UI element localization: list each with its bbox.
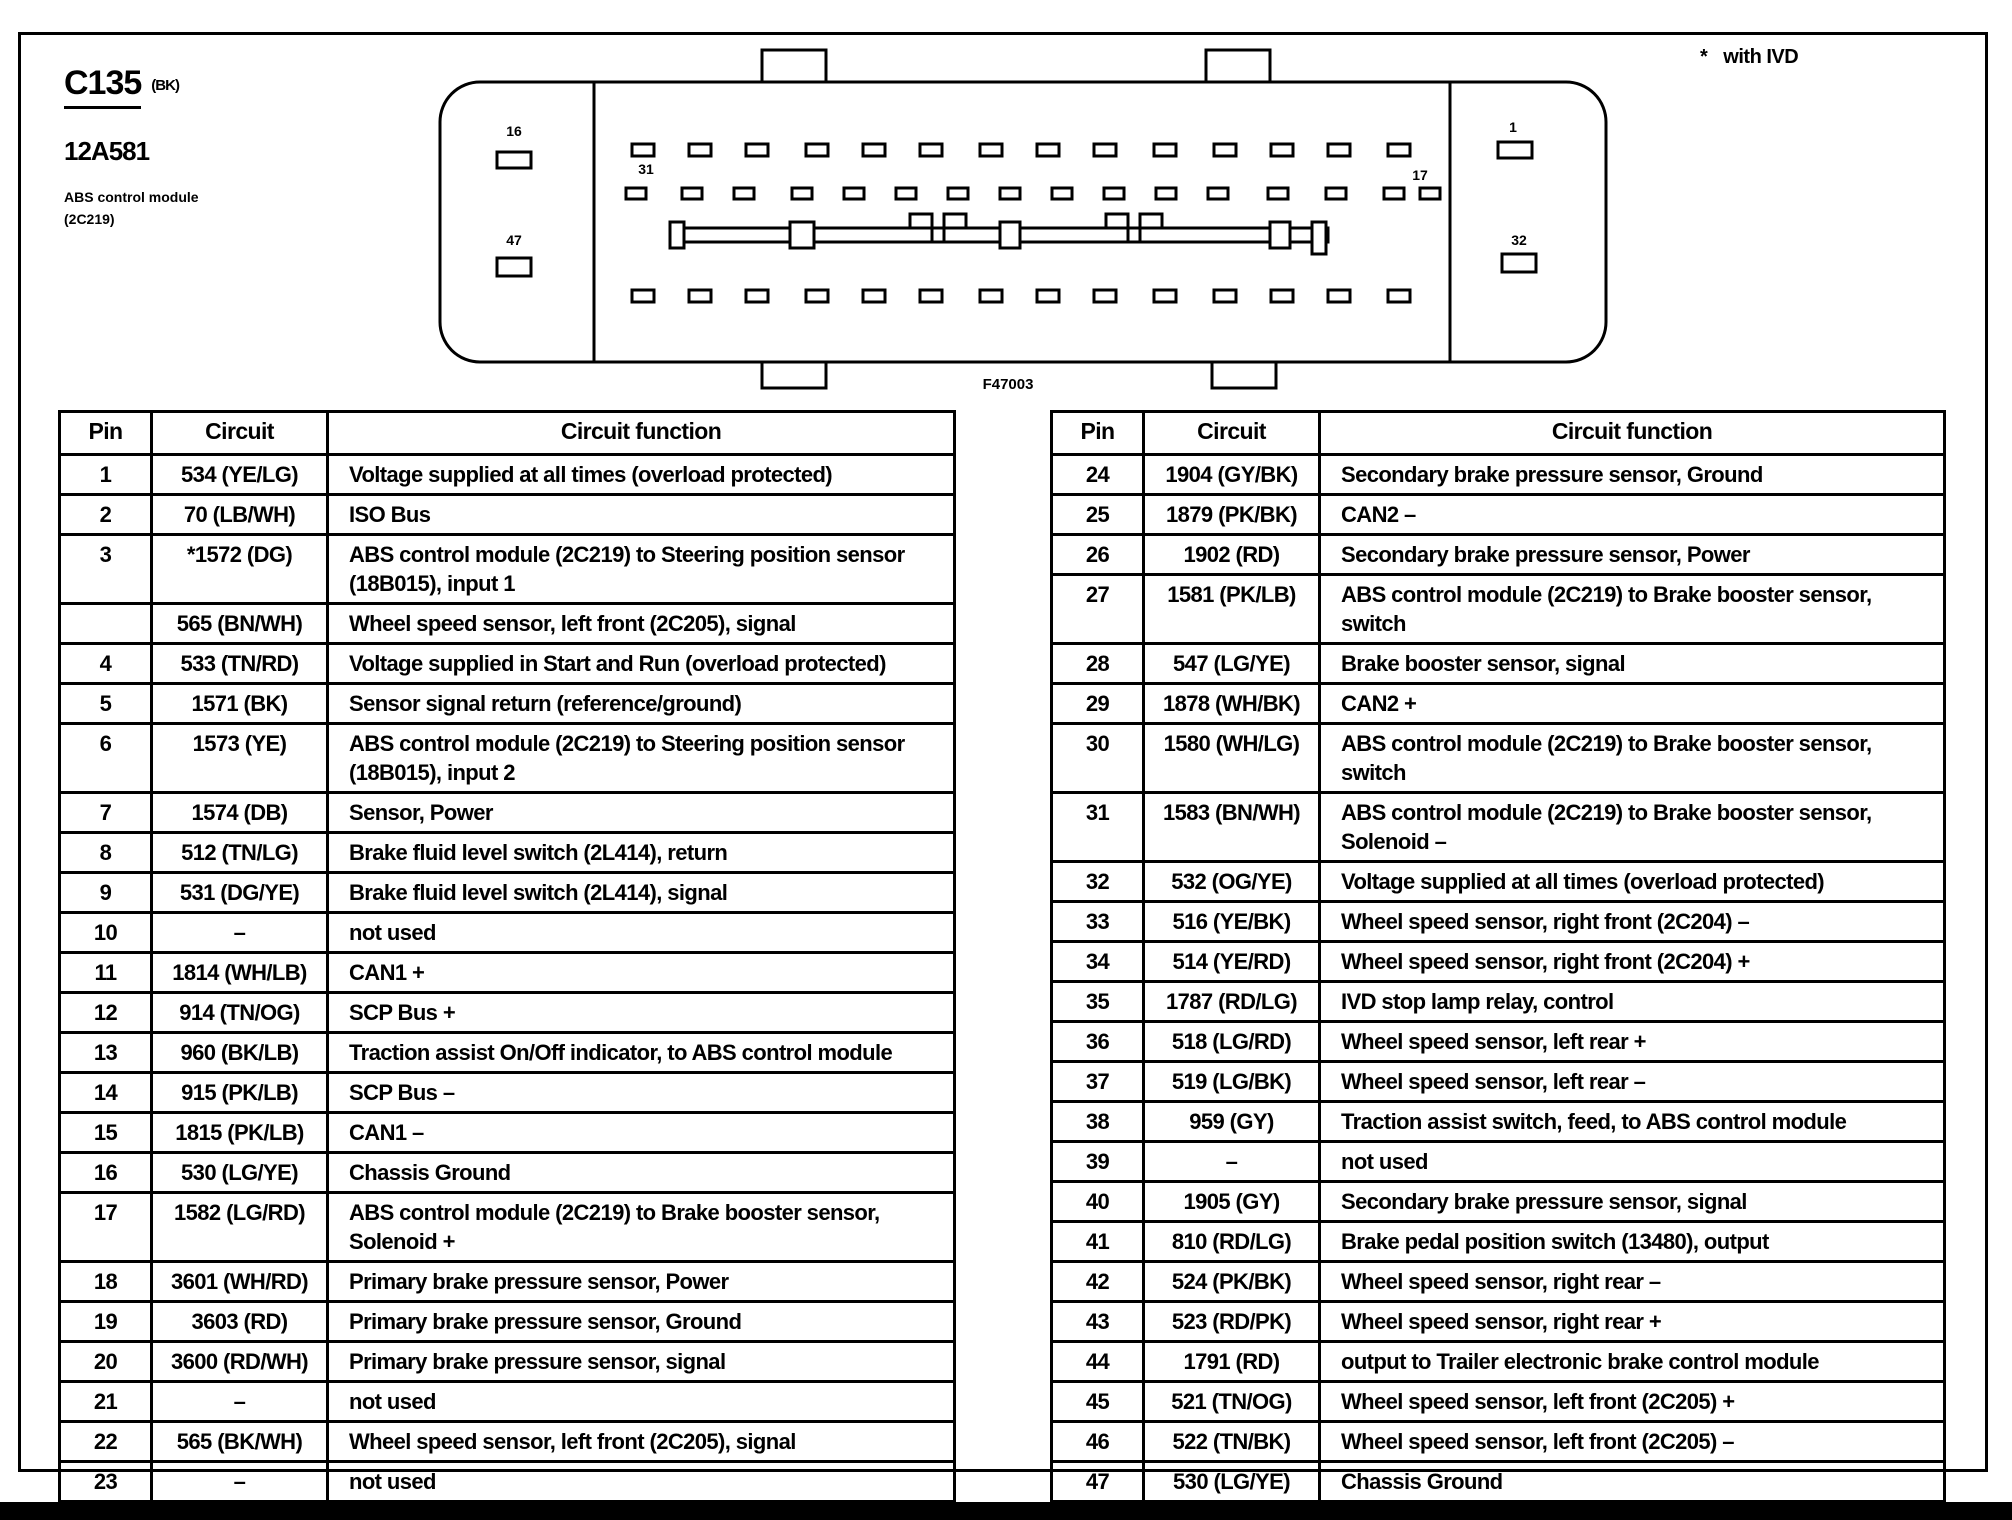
cavity-32 (1502, 254, 1536, 272)
table-row (1052, 575, 1945, 644)
function-cell: Wheel speed sensor, left front (2C205) – (1320, 1422, 1945, 1462)
table-row (1052, 942, 1945, 982)
col-header-function: Circuit function (1320, 412, 1945, 455)
bottom-border-bar (0, 1502, 2012, 1520)
part-number: 12A581 (64, 136, 150, 166)
cavity-top-4 (806, 144, 828, 156)
circuit-cell: 1581 (PK/LB) (1144, 575, 1320, 644)
pin-table-right (1050, 410, 1946, 1503)
circuit-cell: 565 (BN/WH) (152, 604, 328, 644)
circuit-cell: 70 (LB/WH) (152, 495, 328, 535)
circuit-cell: 547 (LG/YE) (1144, 644, 1320, 684)
cavity-top-13 (1328, 144, 1350, 156)
pin-cell: 2 (60, 495, 152, 535)
table-row (1052, 495, 1945, 535)
pin-cell: 44 (1052, 1342, 1144, 1382)
circuit-cell: 524 (PK/BK) (1144, 1262, 1320, 1302)
pin-cell: 28 (1052, 644, 1144, 684)
pin-cell: 7 (60, 793, 152, 833)
table-row (1052, 1102, 1945, 1142)
function-cell: Wheel speed sensor, left rear + (1320, 1022, 1945, 1062)
table-row (60, 873, 955, 913)
pin-cell: 37 (1052, 1062, 1144, 1102)
table-row (1052, 644, 1945, 684)
pin-label-1: 1 (1509, 119, 1517, 135)
pin-label-16: 16 (506, 123, 522, 139)
cavity-top-8 (1037, 144, 1059, 156)
connector-heading (64, 64, 179, 103)
function-cell: Wheel speed sensor, right rear – (1320, 1262, 1945, 1302)
pin-cell: 21 (60, 1382, 152, 1422)
table-row (1052, 1422, 1945, 1462)
circuit-cell: 914 (TN/OG) (152, 993, 328, 1033)
circuit-cell: 960 (BK/LB) (152, 1033, 328, 1073)
pin-cell: 22 (60, 1422, 152, 1462)
cavity-top-6 (920, 144, 942, 156)
cavity-mid-15 (1384, 188, 1404, 199)
cavity-top-9 (1094, 144, 1116, 156)
pin-cell: 13 (60, 1033, 152, 1073)
pin-table-left (58, 410, 956, 1503)
function-cell: ABS control module (2C219) to Brake booster sensor, switch (1320, 575, 1945, 644)
function-cell: Secondary brake pressure sensor, Power (1320, 535, 1945, 575)
cavity-top-1 (632, 144, 654, 156)
function-cell: not used (1320, 1142, 1945, 1182)
function-cell: Traction assist switch, feed, to ABS control module (1320, 1102, 1945, 1142)
pin-cell: 14 (60, 1073, 152, 1113)
function-cell: output to Trailer electronic brake control module (1320, 1342, 1945, 1382)
function-cell: ABS control module (2C219) to Brake booster sensor, Solenoid + (328, 1193, 955, 1262)
circuit-cell: – (152, 1382, 328, 1422)
cavity-bottom-4 (806, 290, 828, 302)
connector-face-diagram (420, 40, 1640, 400)
pin-cell: 45 (1052, 1382, 1144, 1422)
function-cell: CAN2 + (1320, 684, 1945, 724)
function-cell: ABS control module (2C219) to Brake booster sensor, Solenoid – (1320, 793, 1945, 862)
cavity-top-5 (863, 144, 885, 156)
table-row (1052, 1342, 1945, 1382)
pin-cell (60, 604, 152, 644)
cavity-bottom-13 (1328, 290, 1350, 302)
pin-cell: 6 (60, 724, 152, 793)
function-cell: Primary brake pressure sensor, signal (328, 1342, 955, 1382)
function-cell: Wheel speed sensor, left front (2C205) + (1320, 1382, 1945, 1422)
pin-cell: 9 (60, 873, 152, 913)
pin-cell: 18 (60, 1262, 152, 1302)
circuit-cell: 516 (YE/BK) (1144, 902, 1320, 942)
function-cell: Voltage supplied in Start and Run (overload protected) (328, 644, 955, 684)
pin-cell: 1 (60, 455, 152, 495)
table-row (60, 1382, 955, 1422)
function-cell: CAN1 – (328, 1113, 955, 1153)
circuit-cell: 531 (DG/YE) (152, 873, 328, 913)
function-cell: Sensor signal return (reference/ground) (328, 684, 955, 724)
pin-cell: 12 (60, 993, 152, 1033)
circuit-cell: 959 (GY) (1144, 1102, 1320, 1142)
cavity-bottom-2 (689, 290, 711, 302)
function-cell: Traction assist On/Off indicator, to ABS control module (328, 1033, 955, 1073)
cavity-bottom-14 (1388, 290, 1410, 302)
table-row (60, 993, 955, 1033)
table-row (60, 535, 955, 604)
cavity-bottom-3 (746, 290, 768, 302)
circuit-cell: 530 (LG/YE) (152, 1153, 328, 1193)
function-cell: not used (328, 913, 955, 953)
cavity-mid-16 (1420, 188, 1440, 199)
pin-cell: 16 (60, 1153, 152, 1193)
table-row (1052, 1142, 1945, 1182)
circuit-cell: 534 (YE/LG) (152, 455, 328, 495)
function-cell: ISO Bus (328, 495, 955, 535)
module-description (64, 186, 264, 230)
table-row (60, 1153, 955, 1193)
function-cell: Wheel speed sensor, right front (2C204) – (1320, 902, 1945, 942)
function-cell: Wheel speed sensor, left rear – (1320, 1062, 1945, 1102)
circuit-cell: 521 (TN/OG) (1144, 1382, 1320, 1422)
circuit-cell: 915 (PK/LB) (152, 1073, 328, 1113)
circuit-cell: 810 (RD/LG) (1144, 1222, 1320, 1262)
function-cell: Wheel speed sensor, right front (2C204) + (1320, 942, 1945, 982)
circuit-cell: 3603 (RD) (152, 1302, 328, 1342)
table-row (60, 495, 955, 535)
pin-cell: 30 (1052, 724, 1144, 793)
circuit-cell: 3601 (WH/RD) (152, 1262, 328, 1302)
circuit-cell: 1582 (LG/RD) (152, 1193, 328, 1262)
pin-cell: 43 (1052, 1302, 1144, 1342)
pin-cell: 10 (60, 913, 152, 953)
function-cell: Voltage supplied at all times (overload protected) (1320, 862, 1945, 902)
function-cell: Sensor, Power (328, 793, 955, 833)
circuit-cell: 1573 (YE) (152, 724, 328, 793)
pin-cell: 46 (1052, 1422, 1144, 1462)
cavity-mid-6 (896, 188, 916, 199)
cavity-47 (497, 258, 531, 276)
footnote-marker: * (1700, 46, 1708, 68)
pin-label-31: 31 (638, 161, 654, 177)
cavity-bottom-11 (1214, 290, 1236, 302)
pin-cell: 23 (60, 1462, 152, 1502)
function-cell: Wheel speed sensor, left front (2C205), signal (328, 604, 955, 644)
table-row (1052, 455, 1945, 495)
col-header-pin: Pin (1052, 412, 1144, 455)
cavity-mid-9 (1052, 188, 1072, 199)
table-row (60, 1113, 955, 1153)
function-cell: Secondary brake pressure sensor, signal (1320, 1182, 1945, 1222)
cavity-mid-14 (1326, 188, 1346, 199)
circuit-cell: – (152, 913, 328, 953)
cavity-16 (497, 152, 531, 168)
cavity-mid-7 (948, 188, 968, 199)
pin-cell: 4 (60, 644, 152, 684)
pin-cell: 32 (1052, 862, 1144, 902)
table-row (60, 1342, 955, 1382)
circuit-cell: 1879 (PK/BK) (1144, 495, 1320, 535)
col-header-circuit: Circuit (1144, 412, 1320, 455)
function-cell: Secondary brake pressure sensor, Ground (1320, 455, 1945, 495)
pin-label-17: 17 (1412, 167, 1428, 183)
circuit-cell: 530 (LG/YE) (1144, 1462, 1320, 1502)
circuit-cell: 1574 (DB) (152, 793, 328, 833)
function-cell: ABS control module (2C219) to Brake booster sensor, switch (1320, 724, 1945, 793)
table-row (60, 604, 955, 644)
cavity-bottom-8 (1037, 290, 1059, 302)
cavity-mid-11 (1156, 188, 1176, 199)
circuit-cell: 523 (RD/PK) (1144, 1302, 1320, 1342)
cavity-mid-2 (682, 188, 702, 199)
function-cell: ABS control module (2C219) to Steering position sensor (18B015), input 1 (328, 535, 955, 604)
module-description-line2: (2C219) (64, 211, 115, 227)
table-row (60, 1462, 955, 1502)
footnote-text: with IVD (1723, 46, 1799, 68)
table-row (1052, 862, 1945, 902)
table-row (60, 1073, 955, 1113)
pin-cell: 5 (60, 684, 152, 724)
pin-cell: 42 (1052, 1262, 1144, 1302)
circuit-cell: 533 (TN/RD) (152, 644, 328, 684)
pin-cell: 38 (1052, 1102, 1144, 1142)
circuit-cell: 514 (YE/RD) (1144, 942, 1320, 982)
cavity-top-7 (980, 144, 1002, 156)
cavity-bottom-9 (1094, 290, 1116, 302)
function-cell: not used (328, 1382, 955, 1422)
table-header-row (1052, 412, 1945, 455)
table-row (60, 1262, 955, 1302)
module-description-line1: ABS control module (64, 189, 199, 205)
circuit-cell: 565 (BK/WH) (152, 1422, 328, 1462)
function-cell: Wheel speed sensor, left front (2C205), signal (328, 1422, 955, 1462)
table-row (1052, 724, 1945, 793)
cavity-mid-5 (844, 188, 864, 199)
cavity-top-12 (1271, 144, 1293, 156)
cavity-top-3 (746, 144, 768, 156)
cavity-bottom-12 (1271, 290, 1293, 302)
pin-cell: 29 (1052, 684, 1144, 724)
cavity-1 (1498, 142, 1532, 158)
pin-label-47: 47 (506, 232, 522, 248)
circuit-cell: 1814 (WH/LB) (152, 953, 328, 993)
latch-bottom-left (762, 360, 826, 388)
circuit-cell: 1787 (RD/LG) (1144, 982, 1320, 1022)
pin-cell: 17 (60, 1193, 152, 1262)
function-cell: Brake fluid level switch (2L414), signal (328, 873, 955, 913)
col-header-pin: Pin (60, 412, 152, 455)
pin-cell: 47 (1052, 1462, 1144, 1502)
cavity-top-11 (1214, 144, 1236, 156)
pin-cell: 31 (1052, 793, 1144, 862)
cavity-mid-3 (734, 188, 754, 199)
table-row (1052, 793, 1945, 862)
circuit-cell: 518 (LG/RD) (1144, 1022, 1320, 1062)
table-row (1052, 1182, 1945, 1222)
table-row (60, 953, 955, 993)
table-row (1052, 982, 1945, 1022)
table-row (60, 1193, 955, 1262)
pin-cell: 20 (60, 1342, 152, 1382)
circuit-cell: 1815 (PK/LB) (152, 1113, 328, 1153)
table-row (1052, 1222, 1945, 1262)
table-row (60, 833, 955, 873)
pin-cell: 24 (1052, 455, 1144, 495)
cavity-mid-10 (1104, 188, 1124, 199)
table-row (1052, 1062, 1945, 1102)
cavity-mid-12 (1208, 188, 1228, 199)
cavity-mid-1 (626, 188, 646, 199)
circuit-cell: 512 (TN/LG) (152, 833, 328, 873)
pin-cell: 3 (60, 535, 152, 604)
pin-cell: 11 (60, 953, 152, 993)
pin-cell: 40 (1052, 1182, 1144, 1222)
table-row (1052, 902, 1945, 942)
pin-cell: 26 (1052, 535, 1144, 575)
circuit-cell: 1905 (GY) (1144, 1182, 1320, 1222)
circuit-cell: 1791 (RD) (1144, 1342, 1320, 1382)
table-row (1052, 1382, 1945, 1422)
connector-color: (BK) (151, 76, 179, 94)
pin-cell: 39 (1052, 1142, 1144, 1182)
cavity-top-10 (1154, 144, 1176, 156)
function-cell: Brake fluid level switch (2L414), return (328, 833, 955, 873)
pin-cell: 41 (1052, 1222, 1144, 1262)
function-cell: Brake pedal position switch (13480), output (1320, 1222, 1945, 1262)
table-row (1052, 684, 1945, 724)
table-row (1052, 1462, 1945, 1502)
table-row (60, 1422, 955, 1462)
pin-cell: 36 (1052, 1022, 1144, 1062)
circuit-cell: – (152, 1462, 328, 1502)
circuit-cell: 3600 (RD/WH) (152, 1342, 328, 1382)
table-row (1052, 1022, 1945, 1062)
latch-top-right (1206, 50, 1270, 82)
table-row (60, 724, 955, 793)
function-cell: Chassis Ground (1320, 1462, 1945, 1502)
connector-id: C135 (64, 64, 141, 109)
function-cell: SCP Bus – (328, 1073, 955, 1113)
circuit-cell: 1902 (RD) (1144, 535, 1320, 575)
table-row (60, 644, 955, 684)
col-header-function: Circuit function (328, 412, 955, 455)
function-cell: Primary brake pressure sensor, Ground (328, 1302, 955, 1342)
function-cell: Voltage supplied at all times (overload protected) (328, 455, 955, 495)
cavity-mid-8 (1000, 188, 1020, 199)
circuit-cell: *1572 (DG) (152, 535, 328, 604)
table-row (60, 1302, 955, 1342)
circuit-cell: 532 (OG/YE) (1144, 862, 1320, 902)
pin-cell: 19 (60, 1302, 152, 1342)
table-row (1052, 1302, 1945, 1342)
pin-cell: 8 (60, 833, 152, 873)
table-row (60, 793, 955, 833)
circuit-cell: 1583 (BN/WH) (1144, 793, 1320, 862)
function-cell: Chassis Ground (328, 1153, 955, 1193)
function-cell: Primary brake pressure sensor, Power (328, 1262, 955, 1302)
function-cell: CAN2 – (1320, 495, 1945, 535)
latch-top-left (762, 50, 826, 82)
table-row (60, 684, 955, 724)
cavity-top-2 (689, 144, 711, 156)
circuit-cell: 522 (TN/BK) (1144, 1422, 1320, 1462)
function-cell: Wheel speed sensor, right rear + (1320, 1302, 1945, 1342)
function-cell: CAN1 + (328, 953, 955, 993)
circuit-cell: 519 (LG/BK) (1144, 1062, 1320, 1102)
pin-cell: 25 (1052, 495, 1144, 535)
table-row (60, 913, 955, 953)
circuit-cell: 1571 (BK) (152, 684, 328, 724)
table-row (60, 455, 955, 495)
circuit-cell: 1580 (WH/LG) (1144, 724, 1320, 793)
connector-housing (440, 82, 1606, 362)
circuit-cell: – (1144, 1142, 1320, 1182)
function-cell: Brake booster sensor, signal (1320, 644, 1945, 684)
pin-cell: 34 (1052, 942, 1144, 982)
function-cell: ABS control module (2C219) to Steering position sensor (18B015), input 2 (328, 724, 955, 793)
cavity-mid-13 (1268, 188, 1288, 199)
table-row (60, 1033, 955, 1073)
figure-code: F47003 (982, 376, 1034, 393)
table-row (1052, 1262, 1945, 1302)
cavity-top-14 (1388, 144, 1410, 156)
function-cell: not used (328, 1462, 955, 1502)
latch-bottom-right (1212, 360, 1276, 388)
cavity-bottom-6 (920, 290, 942, 302)
table-header-row (60, 412, 955, 455)
cavity-bottom-7 (980, 290, 1002, 302)
cavity-bottom-1 (632, 290, 654, 302)
cavity-mid-4 (792, 188, 812, 199)
table-row (1052, 535, 1945, 575)
function-cell: IVD stop lamp relay, control (1320, 982, 1945, 1022)
pin-cell: 15 (60, 1113, 152, 1153)
pin-cell: 33 (1052, 902, 1144, 942)
cavity-bottom-10 (1154, 290, 1176, 302)
pin-label-32: 32 (1511, 232, 1527, 248)
pin-cell: 27 (1052, 575, 1144, 644)
col-header-circuit: Circuit (152, 412, 328, 455)
pin-cell: 35 (1052, 982, 1144, 1022)
cavity-bottom-5 (863, 290, 885, 302)
function-cell: SCP Bus + (328, 993, 955, 1033)
footnote-legend (1700, 46, 1798, 69)
circuit-cell: 1878 (WH/BK) (1144, 684, 1320, 724)
circuit-cell: 1904 (GY/BK) (1144, 455, 1320, 495)
